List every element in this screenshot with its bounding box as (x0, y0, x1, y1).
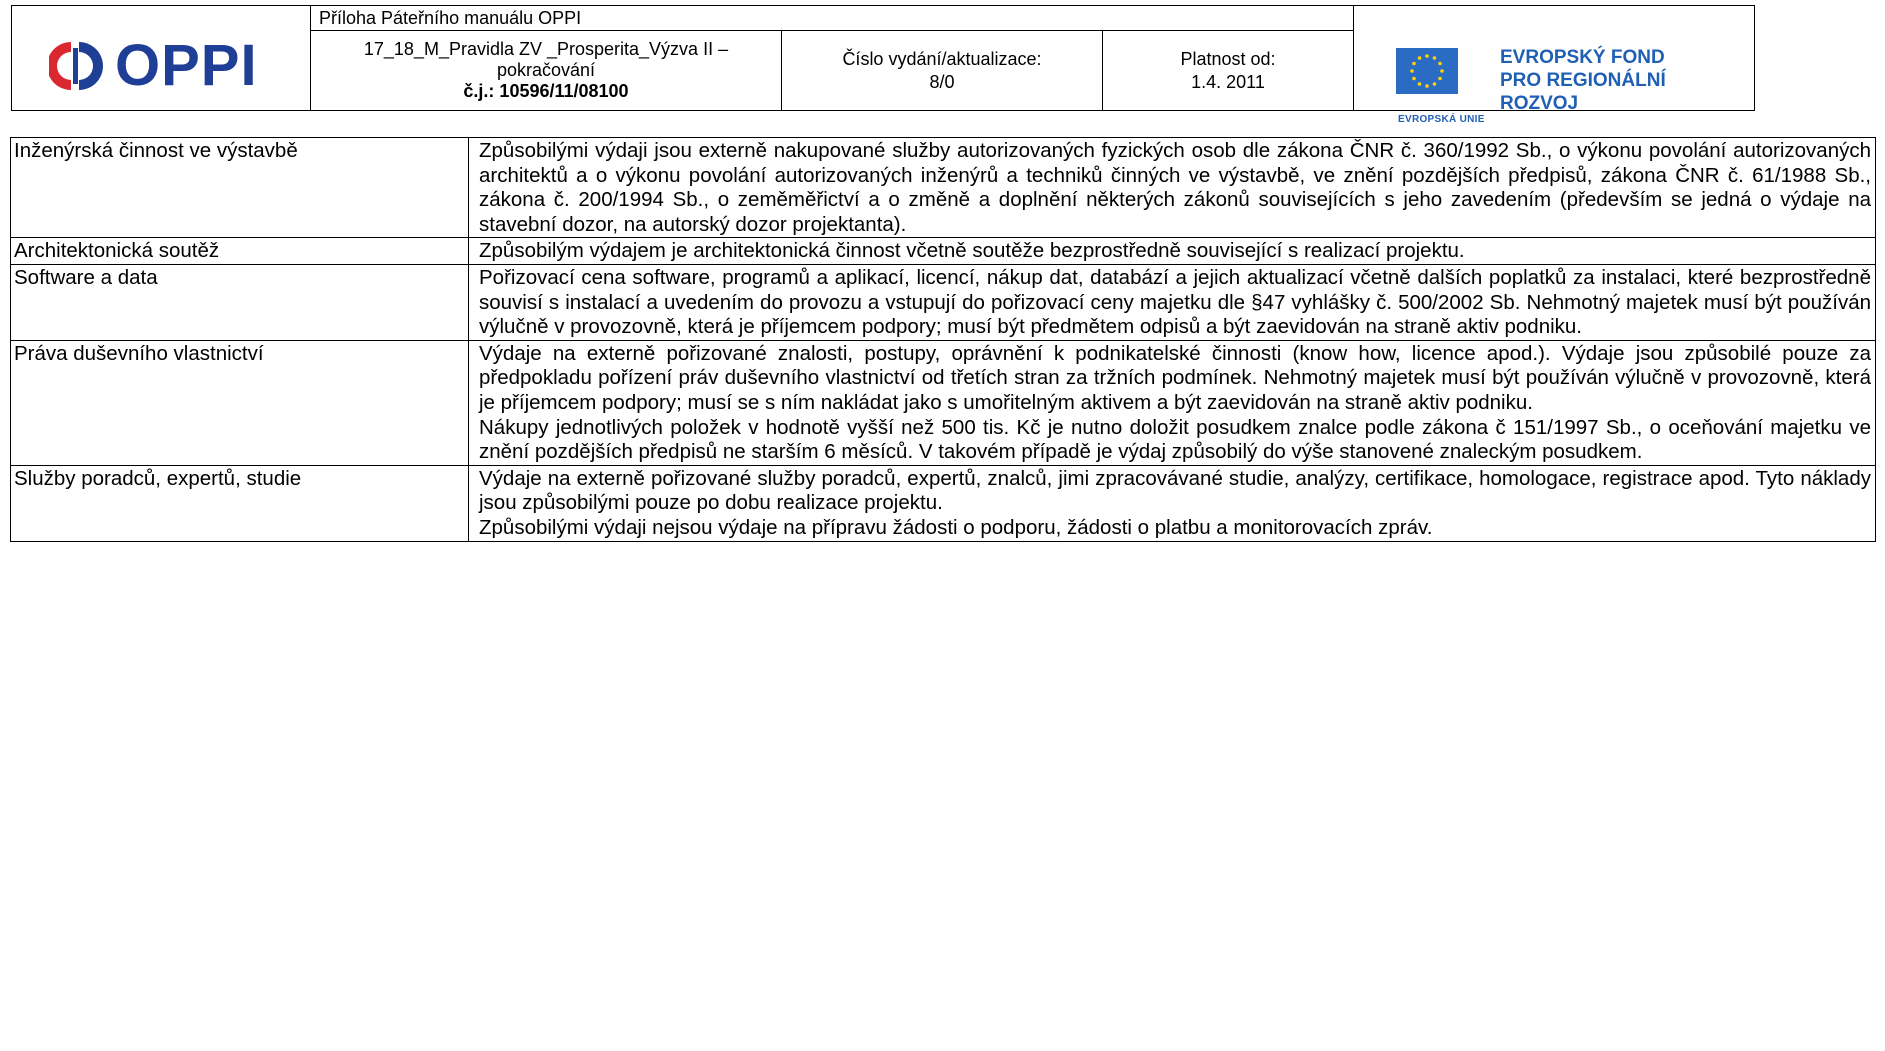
oppi-emblem-icon (49, 38, 109, 94)
annex-title: Příloha Páteřního manuálu OPPI (311, 6, 1354, 31)
fund-line: EVROPSKÝ FOND (1500, 47, 1665, 68)
document-header (11, 5, 1885, 125)
document-name: 17_18_M_Pravidla ZV _Prosperita_Výzva II – (363, 39, 729, 60)
cost-category: Práva duševního vlastnictví (11, 340, 469, 465)
oppi-logo-text: OPPI (115, 33, 258, 98)
erdf-title (1500, 46, 1666, 115)
description-paragraph: Způsobilým výdajem je architektonická činnost včetně soutěže bezprostředně související s realizací projektu. (479, 239, 1465, 263)
description-paragraph: Způsobilými výdaji jsou externě nakupované služby autorizovaných fyzických osob dle zákona ČNR č. 360/1992 Sb., o výkonu povolání autorizovaných architektů a o výkonu povolání autorizovaných inženýrů a techniků činných ve výstavbě, ve znění pozdějších předpisů, zákona ČNR č. 61/1988 Sb., zákona č. 200/1994 Sb., o zeměměřictví a o změně a doplnění některých zákonů souvisejících s jeho zavedením (především se jedná o výdaje na stavební dozor, na autorský dozor projektanta). (479, 139, 1871, 236)
table-row (11, 340, 1876, 465)
table-row (11, 264, 1876, 340)
valid-from-cell (1103, 31, 1354, 111)
fund-line: PRO REGIONÁLNÍ (1500, 70, 1666, 91)
eligible-costs-table (10, 137, 1876, 542)
document-reference: č.j.: 10596/11/08100 (463, 81, 629, 102)
description-paragraph: Pořizovací cena software, programů a aplikací, licencí, nákup dat, databází a jejich aktualizací včetně dalších poplatků za instalaci, které bezprostředně souvisí s instalací a uvedením do provozu a vstupují do pořizovací ceny majetku dle §47 vyhlášky č. 500/2002 Sb. Nehmotný majetek musí být používán výlučně v provozovně, která je příjemcem podpory; musí být předmětem odpisů a být zaevidován na straně aktiv podniku. (479, 265, 1871, 339)
fund-line: ROZVOJ (1500, 93, 1579, 114)
cost-category: Inženýrská činnost ve výstavbě (11, 138, 469, 238)
document-name-cell (311, 31, 782, 111)
description-paragraph: Nákupy jednotlivých položek v hodnotě vyšší než 500 tis. Kč je nutno doložit posudkem znalce podle zákona č 151/1997 Sb., o oceňování majetku ve znění pozdějších předpisů ne starším 6 měsíců. V takovém případě je výdaj způsobilý do výše stanovené znaleckým posudkem. (479, 415, 1871, 464)
cost-category: Služby poradců, expertů, studie (11, 465, 469, 541)
table-row (11, 465, 1876, 541)
cost-description (469, 138, 1876, 238)
version-value: 8/0 (929, 71, 955, 92)
eu-fund-cell (1354, 6, 1755, 125)
description-paragraph: Výdaje na externě pořizované znalosti, postupy, oprávnění k podnikatelské činnosti (know how, licence apod.). Výdaje jsou způsobilé pouze za předpokladu pořízení práv duševního vlastnictví od třetích stran za tržních podmínek. Nehmotný majetek musí být používán výlučně v provozovně, která je příjemcem podpory; musí se s ním nakládat jako s umořitelným aktivem a být zaevidován na straně aktiv podniku. (479, 341, 1871, 414)
cost-description (469, 264, 1876, 340)
header-table (11, 5, 1755, 125)
valid-from-label: Platnost od: (1180, 48, 1276, 69)
cost-description (469, 465, 1876, 541)
description-paragraph: Způsobilými výdaji nejsou výdaje na přípravu žádosti o podporu, žádosti o platbu a monitorovacích zpráv. (479, 515, 1433, 539)
table-body (11, 138, 1876, 542)
cost-category: Software a data (11, 264, 469, 340)
table-row (11, 238, 1876, 265)
eu-flag-icon (1396, 48, 1458, 94)
cost-category: Architektonická soutěž (11, 238, 469, 265)
description-paragraph: Výdaje na externě pořizované služby poradců, expertů, znalců, jimi zpracovávané studie, analýzy, certifikace, homologace, registrace apod. Tyto náklady jsou způsobilými pouze po dobu realizace projektu. (479, 466, 1871, 515)
oppi-logo (49, 32, 258, 99)
valid-from-value: 1.4. 2011 (1191, 71, 1265, 92)
cost-description (469, 340, 1876, 465)
table-row (11, 138, 1876, 238)
version-label: Číslo vydání/aktualizace: (842, 48, 1042, 69)
logo-cell (12, 6, 311, 111)
version-cell (782, 31, 1103, 111)
cost-description (469, 238, 1876, 265)
eu-caption: EVROPSKÁ UNIE (1398, 114, 1485, 125)
document-name-cont: pokračování (496, 60, 596, 81)
